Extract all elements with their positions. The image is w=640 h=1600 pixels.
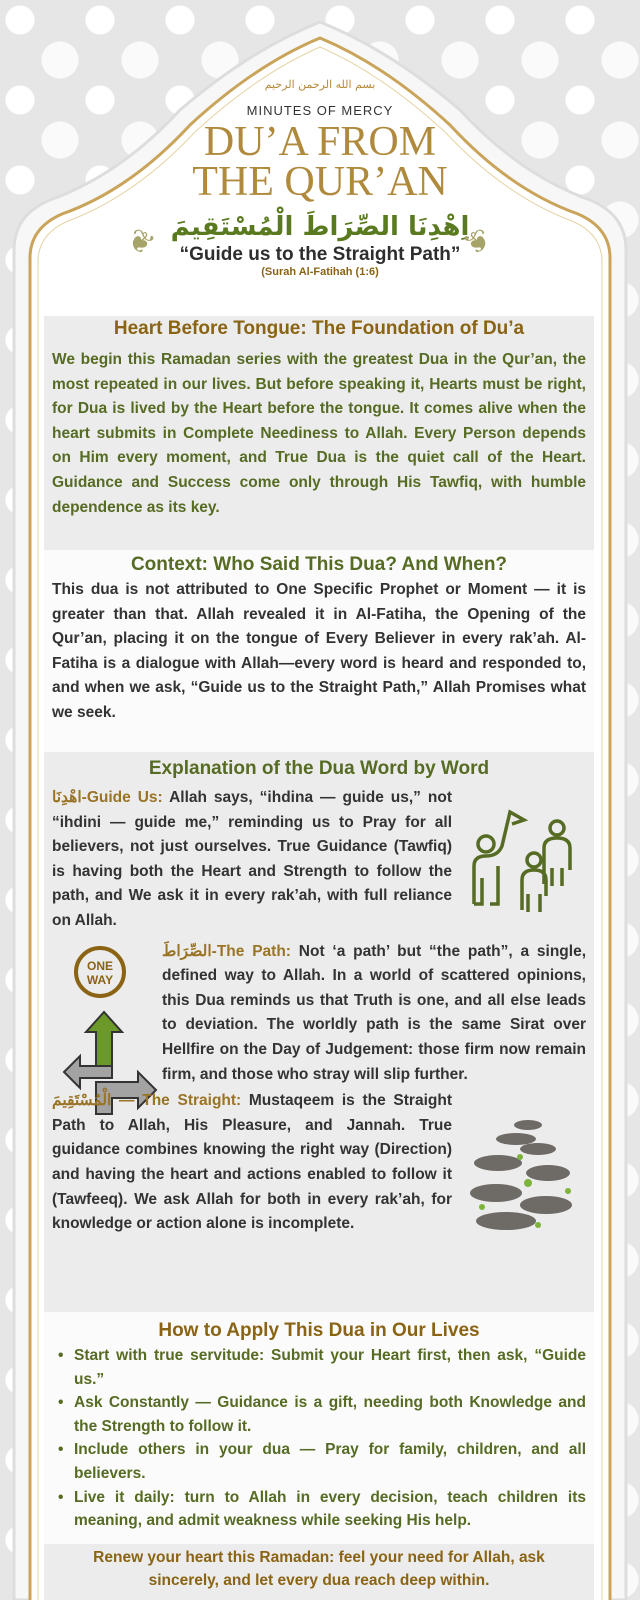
list-item: • Start with true servitude: Submit your Heart first, then ask, “Guide us.” (58, 1344, 586, 1391)
series-label: MINUTES OF MERCY (246, 103, 394, 118)
section-heading: Explanation of the Dua Word by Word (148, 758, 490, 779)
word-the-straight (52, 1089, 452, 1237)
stepping-stones-icon (468, 1113, 578, 1233)
title-line-1: DU’A FROM (203, 119, 437, 165)
section-apply (44, 1312, 594, 1544)
section-heading: How to Apply This Dua in Our Lives (158, 1320, 480, 1341)
people-following-flag-icon (464, 806, 582, 916)
section-explanation (44, 752, 594, 1312)
word-body: Allah says, “ihdina — guide us,” not “ihdini — guide me,” reminding us to Pray for all believers, not just ourselves. True Guidance (Tawfiq) is having both the Heart and Strength to follow the path, and We ask it in every rak’ah, with full reliance on Allah. (52, 789, 452, 929)
section-heading: Heart Before Tongue: The Foundation of Du’a (113, 318, 525, 339)
word-guide-us (52, 786, 452, 934)
word-label: الْمُسْتَقِيمَ — The Straight: (52, 1092, 242, 1110)
verse-reference: (Surah Al-Fatihah (1:6) (261, 266, 379, 278)
page-title (0, 119, 640, 205)
header (0, 78, 640, 278)
list-item: • Ask Constantly — Guidance is a gift, needing both Knowledge and the Strength to follow it. (58, 1391, 586, 1438)
word-the-path (162, 940, 586, 1088)
section-body: This dua is not attributed to One Specific Prophet or Moment — it is greater than that. Allah revealed it in Al-Fatiha, the Opening of the Qur’an, placing it on the tongue of Every Believer in every rak’ah. Al-Fatiha is a dialogue with Allah—every word is heard and responded to, and when we ask, “Guide us to the Straight Path,” Allah Promises what we seek. (52, 581, 586, 721)
list-item: • Live it daily: turn to Allah in every decision, teach children its meaning, and admit weakness while seeking His help. (58, 1486, 586, 1533)
section-context (44, 550, 594, 752)
palm-leaf-icon-left: ❦ (121, 221, 160, 264)
arabic-verse: اِهْدِنَا الصِّرَاطَ الْمُسْتَقِيمَ (170, 212, 470, 242)
section-heading: Context: Who Said This Dua? And When? (130, 554, 508, 575)
one-way-sign-icon: ONE WAY (74, 946, 126, 998)
title-line-2: THE QUR’AN (192, 159, 448, 205)
word-label: الصِّرَاطَ-The Path: (162, 942, 291, 960)
section-foundation (44, 316, 594, 550)
footer-text: Renew your heart this Ramadan: feel your need for Allah, ask sincerely, and let every dua reach deep within. (93, 1549, 545, 1589)
word-body: Mustaqeem is the Straight Path to Allah, His Pleasure, and Jannah. True guidance combines knowing the right way (Direction) and having the heart and actions enabled to follow it (Tawfeeq). We ask Allah for both in every rak’ah, for knowledge or action alone is incomplete. (52, 1092, 452, 1233)
word-body: Not ‘a path’ but “the path”, a single, defined way to Allah. In a world of scattered opinions, this Dua reminds us that Truth is one, and all else leads to deviation. The worldly path is the same Sirat over Hellfire on the Day of Judgement: those firm now remain firm, and those who stray will slip further. (162, 942, 586, 1083)
verse-translation: “Guide us to the Straight Path” (179, 244, 461, 265)
apply-list (52, 1344, 586, 1533)
palm-leaf-icon-right: ❦ (458, 221, 497, 264)
bismillah-calligraphy: بسم الله الرحمن الرحيم (264, 78, 376, 91)
footer (44, 1544, 594, 1600)
section-body: We begin this Ramadan series with the greatest Dua in the Qur’an, the most repeated in our lives. But before speaking it, Hearts must be right, for Dua is lived by the Heart before the tongue. It comes alive when the heart submits in Complete Neediness to Allah. Every Person depends on Him every moment, and True Dua is the quiet call of the Heart. Guidance and Success come only through His Tawfiq, with humble dependence as its key. (52, 351, 586, 516)
list-item: • Include others in your dua — Pray for family, children, and all believers. (58, 1438, 586, 1485)
word-label: اهْدِنَا-Guide Us: (52, 789, 163, 806)
